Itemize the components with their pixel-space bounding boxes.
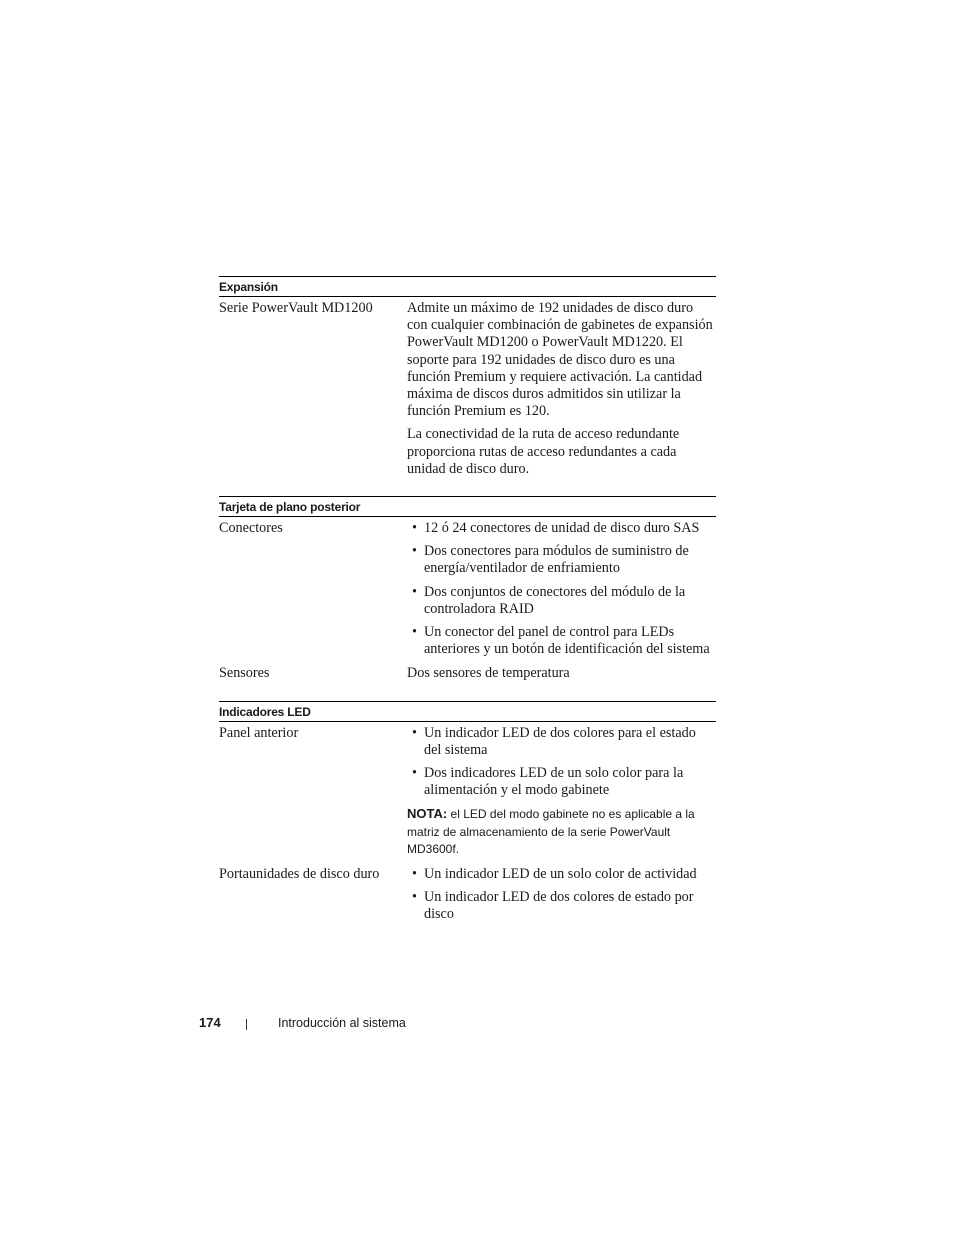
footer-separator: [246, 1019, 247, 1030]
list-item: • Un conector del panel de control para LEDs anteriores y un botón de identificación del sistema: [412, 624, 710, 658]
note: [407, 805, 716, 858]
bullet-icon: •: [412, 724, 417, 741]
list-item: • Un indicador LED de dos colores para el estado del sistema: [412, 724, 696, 758]
bullet-icon: •: [412, 520, 417, 537]
list-item: • Dos conectores para módulos de suministro de energía/ventilador de enfriamiento: [412, 543, 689, 577]
section-heading-leds: Indicadores LED: [219, 701, 716, 722]
table-row: [219, 300, 716, 478]
table-row: [219, 665, 716, 682]
row-value: [407, 725, 716, 859]
row-label: Serie PowerVault MD1200: [219, 300, 373, 316]
section-heading-backplane: Tarjeta de plano posterior: [219, 496, 716, 517]
list-item: • Un indicador LED de un solo color de actividad: [412, 865, 697, 882]
section-heading-expansion: Expansión: [219, 276, 716, 297]
row-label: Conectores: [219, 520, 283, 537]
table-row: [219, 725, 716, 859]
table-row: [219, 520, 716, 658]
bullet-icon: •: [412, 543, 417, 560]
bullet-icon: •: [412, 765, 417, 782]
page-number: 174: [199, 1015, 221, 1030]
bullet-icon: •: [412, 865, 417, 882]
bullet-icon: •: [412, 888, 417, 905]
paragraph: La conectividad de la ruta de acceso redundante proporciona rutas de acceso redundantes a cada unidad de disco duro.: [407, 426, 680, 477]
bullet-icon: •: [412, 624, 417, 641]
note-text: el LED del modo gabinete no es aplicable a la matriz de almacenamiento de la serie PowerVault MD3600f.: [407, 807, 695, 857]
table-row: [219, 866, 716, 924]
list-item: • Dos indicadores LED de un solo color para la alimentación y el modo gabinete: [412, 765, 684, 799]
footer-section-title: Introducción al sistema: [278, 1016, 406, 1030]
note-label: NOTA:: [407, 806, 448, 822]
row-value: [407, 520, 716, 658]
bullet-list: [407, 866, 716, 924]
row-value: [407, 300, 716, 478]
bullet-icon: •: [412, 583, 417, 600]
list-item: • Un indicador LED de dos colores de estado por disco: [412, 888, 694, 923]
row-label: Panel anterior: [219, 724, 299, 741]
row-value: [407, 866, 716, 924]
row-label: Portaunidades de disco duro: [219, 865, 380, 882]
row-value: Dos sensores de temperatura: [407, 665, 570, 682]
paragraph: Admite un máximo de 192 unidades de disco duro con cualquier combinación de gabinetes de expansión PowerVault MD1200 o PowerVault MD1220. El soporte para 192 unidades de disco duro es una función Premium y requiere activación. La cantidad máxima de discos duros admitidos sin utilizar la función Premium es 120.: [407, 300, 713, 420]
bullet-list: [407, 725, 716, 800]
spec-table: [219, 276, 716, 923]
bullet-list: [407, 520, 716, 658]
row-label: Sensores: [219, 665, 270, 682]
list-item: • 12 ó 24 conectores de unidad de disco duro SAS: [412, 520, 700, 537]
list-item: • Dos conjuntos de conectores del módulo de la controladora RAID: [412, 583, 686, 617]
